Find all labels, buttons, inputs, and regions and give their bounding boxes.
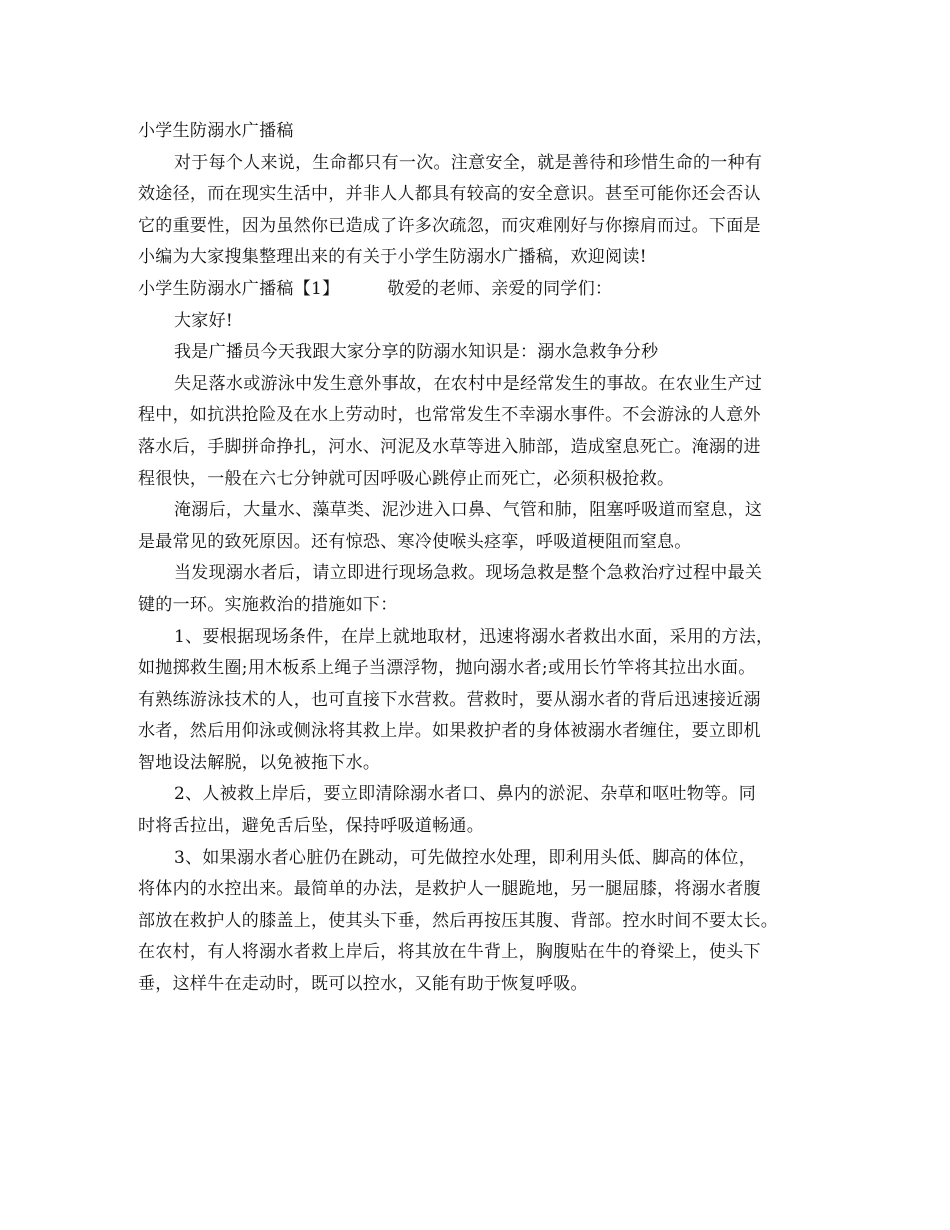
list-item-line: 水者，然后用仰泳或侧泳将其救上岸。如果救护者的身体被溺水者缠住，要立即机 [138, 721, 761, 742]
intro-line: 它的重要性，因为虽然你已造成了许多次疏忽，而灾难刚好与你擦肩而过。下面是 [138, 215, 761, 236]
list-item-line: 如抛掷救生圈;用木板系上绳子当漂浮物，抛向溺水者;或用长竹竿将其拉出水面。 [138, 658, 756, 679]
topic-line: 我是广播员今天我跟大家分享的防溺水知识是：溺水急救争分秒 [174, 342, 659, 363]
list-item-line: 1、要根据现场条件，在岸上就地取材，迅速将溺水者救出水面，采用的方法， [174, 626, 774, 647]
paragraph-line: 程很快，一般在六七分钟就可因呼吸心跳停止而死亡，必须积极抢救。 [138, 468, 675, 489]
document-body [138, 116, 816, 1001]
list-item-line: 垂，这样牛在走动时，既可以控水，又能有助于恢复呼吸。 [138, 974, 588, 995]
intro-line: 小编为大家搜集整理出来的有关于小学生防溺水广播稿，欢迎阅读! [138, 247, 647, 268]
document-title: 小学生防溺水广播稿 [138, 121, 294, 141]
list-item-line: 在农村，有人将溺水者救上岸后，将其放在牛背上，胸腹贴在牛的脊梁上，使头下 [138, 942, 761, 963]
intro-line: 效途径，而在现实生活中，并非人人都具有较高的安全意识。甚至可能你还会否认 [138, 184, 761, 205]
paragraph-line: 程中，如抗洪抢险及在水上劳动时，也常常发生不幸溺水事件。不会游泳的人意外 [138, 405, 761, 426]
list-item-line: 智地设法解脱，以免被拖下水。 [138, 752, 381, 773]
paragraph-line: 键的一环。实施救治的措施如下： [138, 594, 398, 615]
list-item-line: 2、人被救上岸后，要立即清除溺水者口、鼻内的淤泥、杂草和呕吐物等。同 [174, 784, 757, 805]
intro-line: 对于每个人来说，生命都只有一次。注意安全，就是善待和珍惜生命的一种有 [174, 152, 763, 173]
paragraph-line: 失足落水或游泳中发生意外事故，在农村中是经常发生的事故。在农业生产过 [174, 373, 763, 394]
section-heading-row [138, 274, 816, 306]
list-item-line: 时将舌拉出，避免舌后坠，保持呼吸道畅通。 [138, 816, 484, 837]
list-item-line: 有熟练游泳技术的人，也可直接下水营救。营救时，要从溺水者的背后迅速接近溺 [138, 689, 761, 710]
list-item-line: 部放在救护人的膝盖上，使其头下垂，然后再按压其腹、背部。控水时间不要太长。 [138, 910, 779, 931]
salutation: 敬爱的老师、亲爱的同学们： [387, 278, 613, 299]
paragraph-line: 当发现溺水者后，请立即进行现场急救。现场急救是整个急救治疗过程中最关 [174, 563, 763, 584]
list-item-line: 3、如果溺水者心脏仍在跳动，可先做控水处理，即利用头低、脚高的体位， [174, 847, 757, 868]
section-heading: 小学生防溺水广播稿【1】 [138, 278, 340, 299]
paragraph-line: 淹溺后，大量水、藻草类、泥沙进入口鼻、气管和肺，阻塞呼吸道而窒息，这 [174, 500, 763, 521]
greeting: 大家好! [174, 310, 234, 331]
paragraph-line: 落水后，手脚拼命挣扎，河水、河泥及水草等进入肺部，造成窒息死亡。淹溺的进 [138, 436, 761, 457]
paragraph-line: 是最常见的致死原因。还有惊恐、寒冷使喉头痉挛，呼吸道梗阻而窒息。 [138, 531, 692, 552]
list-item-line: 将体内的水控出来。最简单的办法，是救护人一腿跪地，另一腿屈膝，将溺水者腹 [138, 879, 761, 900]
